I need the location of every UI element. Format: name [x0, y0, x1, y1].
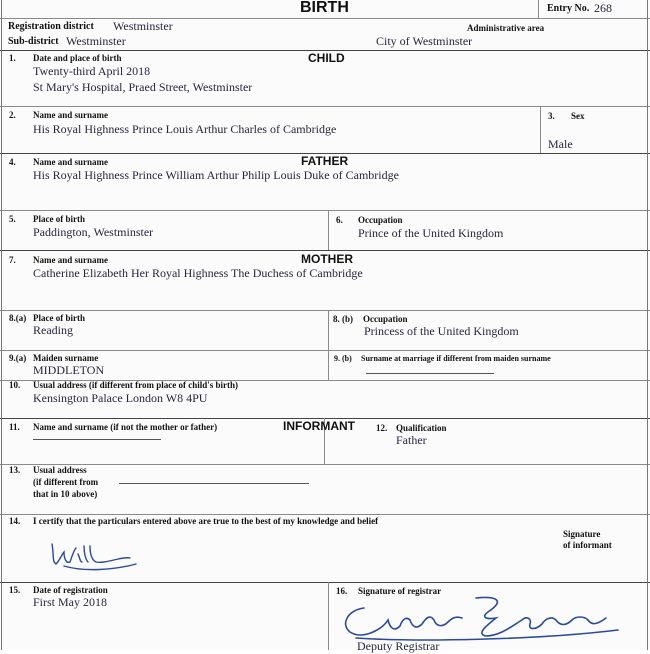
rule-2 — [0, 106, 650, 107]
father-occupation: Prince of the United Kingdom — [358, 226, 504, 240]
header-rule — [0, 18, 650, 19]
section-child: CHILD — [308, 51, 345, 65]
mother-birthplace: Reading — [33, 323, 73, 337]
rule-7 — [0, 350, 650, 351]
field-11-label: Name and surname (if not the mother or father) — [33, 422, 218, 432]
field-2-label: Name and surname — [33, 110, 109, 120]
field-3-label: Sex — [571, 111, 585, 121]
field-13-label-3: that in 10 above) — [33, 489, 98, 499]
field-9b-label: Surname at marriage if different from maiden surname — [361, 354, 551, 363]
field-5-number: 5. — [9, 214, 16, 224]
field-13-blank-line — [119, 483, 309, 484]
entry-divider — [538, 0, 539, 18]
informant-qualification: Father — [396, 433, 427, 447]
field-16-number: 16. — [336, 586, 348, 596]
rule-12 — [0, 582, 650, 583]
registrar-divider — [328, 582, 329, 650]
rule-10 — [0, 464, 650, 465]
field-10-label: Usual address (if different from place of child's birth) — [33, 380, 238, 390]
admin-area-label: Administrative area — [467, 23, 545, 33]
sub-district-value: Westminster — [66, 34, 126, 48]
informant-signature-label-1: Signature — [563, 529, 601, 539]
occupation-divider-mother — [328, 310, 329, 380]
child-name: His Royal Highness Prince Louis Arthur Charles of Cambridge — [33, 122, 337, 136]
field-16-label: Signature of registrar — [358, 586, 442, 596]
admin-area-value: City of Westminster — [376, 34, 473, 48]
field-8a-label: Place of birth — [33, 313, 85, 323]
usual-address: Kensington Palace London W8 4PU — [33, 391, 208, 405]
field-3-number: 3. — [548, 111, 555, 121]
field-5-label: Place of birth — [33, 214, 85, 224]
rule-6 — [0, 310, 650, 311]
field-1-number: 1. — [9, 53, 16, 63]
field-8b-number: 8. (b) — [333, 314, 353, 324]
birth-date: Twenty-third April 2018 — [33, 64, 151, 78]
father-name: His Royal Highness Prince William Arthur Philip Louis Duke of Cambridge — [33, 168, 399, 182]
rule-5 — [0, 250, 650, 251]
field-12-number: 12. — [376, 423, 388, 433]
field-11-blank-line — [33, 439, 161, 440]
field-14-number: 14. — [9, 516, 21, 526]
field-15-number: 15. — [9, 585, 21, 595]
sex-divider — [540, 106, 541, 153]
reg-district-label: Registration district — [8, 21, 94, 32]
field-4-number: 4. — [9, 157, 16, 167]
field-2-number: 2. — [9, 110, 16, 120]
field-14-certification: I certify that the particulars entered above are true to the best of my knowledge and belief — [33, 516, 379, 526]
field-7-number: 7. — [9, 255, 16, 265]
rule-4 — [0, 210, 650, 211]
field-13-label-2: (if different from — [33, 477, 99, 487]
field-9a-label: Maiden surname — [33, 353, 99, 363]
field-8a-number: 8.(a) — [9, 313, 27, 323]
field-11-number: 11. — [9, 422, 20, 432]
section-informant: INFORMANT — [283, 419, 355, 433]
field-6-label: Occupation — [358, 215, 403, 225]
entry-number: 268 — [594, 1, 612, 15]
field-13-label-1: Usual address — [33, 465, 87, 475]
field-13-number: 13. — [9, 465, 21, 475]
rule-11 — [0, 514, 650, 515]
field-15-label: Date of registration — [33, 585, 108, 595]
field-12-label: Qualification — [396, 423, 447, 433]
field-8b-label: Occupation — [363, 314, 408, 324]
child-sex: Male — [548, 137, 573, 151]
section-father: FATHER — [301, 154, 349, 168]
mother-name: Catherine Elizabeth Her Royal Highness The Duchess of Cambridge — [33, 266, 363, 280]
sub-district-label: Sub-district — [8, 36, 59, 47]
field-6-number: 6. — [336, 215, 343, 225]
birth-place: St Mary's Hospital, Praed Street, Westminster — [33, 80, 253, 94]
field-7-label: Name and surname — [33, 255, 109, 265]
mother-maiden-surname: MIDDLETON — [33, 363, 105, 377]
field-9a-number: 9.(a) — [9, 353, 27, 363]
registration-date: First May 2018 — [33, 595, 108, 609]
informant-signature — [44, 534, 140, 574]
reg-district-value: Westminster — [113, 19, 173, 33]
field-9b-blank-line — [366, 373, 494, 374]
field-9b-number: 9. (b) — [334, 354, 352, 363]
informant-signature-label-2: of informant — [563, 540, 612, 550]
left-border — [1, 0, 2, 650]
field-10-number: 10. — [9, 380, 21, 390]
right-border — [647, 0, 648, 650]
mother-occupation: Princess of the United Kingdom — [364, 324, 519, 338]
field-1-label: Date and place of birth — [33, 53, 122, 63]
occupation-divider-father — [328, 210, 329, 250]
field-4-label: Name and surname — [33, 157, 109, 167]
document-title: BIRTH — [300, 0, 349, 16]
registrar-title: Deputy Registrar — [357, 639, 440, 653]
entry-label: Entry No. — [547, 3, 590, 14]
father-birthplace: Paddington, Westminster — [33, 225, 154, 239]
section-mother: MOTHER — [301, 252, 353, 266]
registrar-signature — [336, 590, 626, 646]
